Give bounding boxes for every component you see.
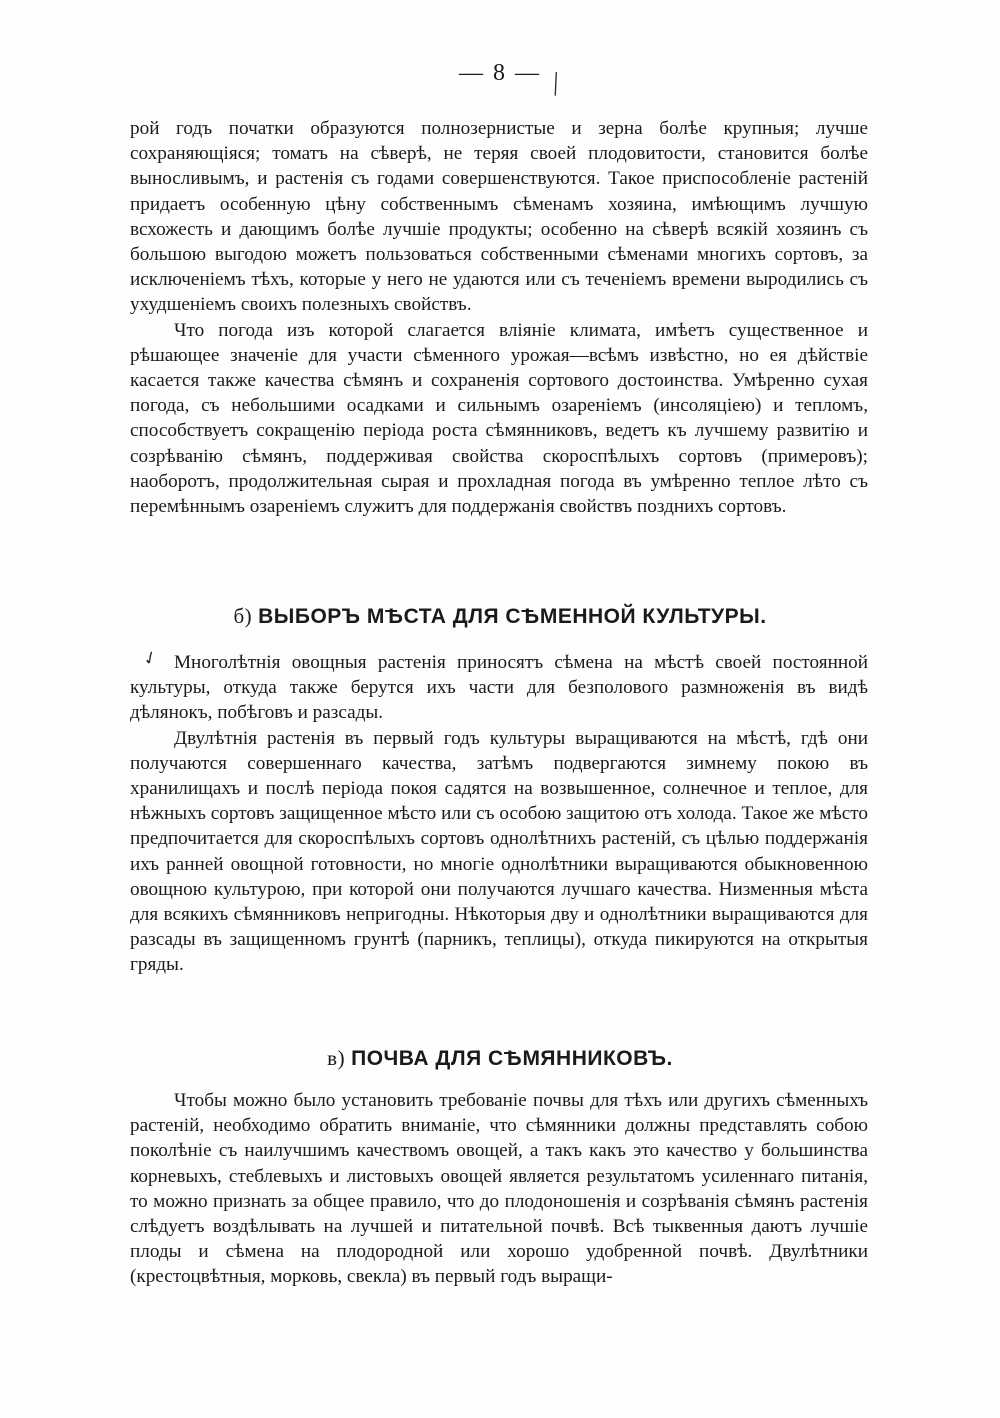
stray-pen-mark: ╲	[545, 72, 566, 96]
paragraph: рой годъ початки образуются полнозернистые и зерна болѣе крупныя; лучше сохраняющіяся; томатъ на сѣверѣ, не теряя своей плодовитости, становится болѣе выносливымъ, и растенія съ годами совершенствуются. Такое приспособленіе растеній придаетъ особенную цѣну собственнымъ сѣменамъ хозяина, имѣющимъ лучшую всхожесть и дающимъ болѣе лучшіе продукты; особенно на сѣверѣ всякій хозяинъ съ большою выгодою можетъ пользоваться собственными сѣменами многихъ сортовъ, за исключеніемъ тѣхъ, которые у него не удаются или съ теченіемъ времени выродились съ ухудшеніемъ своихъ полезныхъ свойствъ.	[130, 118, 868, 316]
section-v-heading	[0, 1046, 1000, 1071]
paragraph: Что погода изъ которой слагается вліяніе климата, имѣетъ существенное и рѣшающее значеніе для участи сѣменного урожая—всѣмъ извѣстно, но ея дѣйствіе касается также качества сѣмянъ и сохраненія сортового достоинства. Умѣренно сухая погода, съ небольшими осадками и сильнымъ озареніемъ (инсоляціею) и тепломъ, способствуетъ сокращенію періода роста сѣмянниковъ, ведетъ къ лучшему развитію и созрѣванію сѣмянъ, поддерживая свойства скороспѣлыхъ сортовъ (примеровъ); наоборотъ, продолжительная сырая и прохладная погода въ умѣренно теплое лѣто съ перемѣннымъ озареніемъ служитъ для поддержанія свойствъ позднихъ сортовъ.	[130, 319, 868, 518]
page-number: — 8 —	[459, 60, 541, 86]
section-b-title: ВЫБОРЪ МѢСТА ДЛЯ СѢМЕННОЙ КУЛЬТУРЫ.	[258, 605, 767, 628]
section-b-heading	[0, 604, 1000, 629]
section-v-prefix: в)	[327, 1046, 346, 1070]
section-b-prefix: б)	[233, 604, 253, 628]
section-b-text-block	[130, 650, 868, 978]
paragraph: Двулѣтнія растенія въ первый годъ культуры выращиваются на мѣстѣ, гдѣ они получаются совершеннаго качества, затѣмъ подвергаются зимнему покою въ хранилищахъ и послѣ періода покоя садятся на возвышенное, солнечное и теплое, для нѣжныхъ сортовъ защищенное мѣсто или съ особою защитою отъ холода. Такое же мѣсто предпочитается для скороспѣлыхъ сортовъ однолѣтнихъ растеній, съ цѣлью поддержанія ихъ ранней овощной готовности, но многіе однолѣтники выращиваются обыкновенною овощною культурою, при которой они получаются лучшаго качества. Низменныя мѣста для всякихъ сѣмянниковъ непригодны. Нѣкоторыя дву и однолѣтники выращиваются для разсады въ защищенномъ грунтѣ (парникъ, теплицы), откуда пикируются на открытыя гряды.	[130, 727, 868, 976]
paragraph: Многолѣтнія овощныя растенія приносятъ сѣмена на мѣстѣ своей постоянной культуры, откуда также берутся ихъ части для безполового размноженія въ видѣ дѣлянокъ, побѣговъ и разсады.	[130, 652, 868, 724]
paragraph: Чтобы можно было установить требованіе почвы для тѣхъ или другихъ сѣменныхъ растеній, необходимо обратить вниманіе, что сѣмянники должны представлять собою поколѣніе съ наилучшимъ качествомъ овощей, а такъ какъ это качество у большинства корневыхъ, стеблевыхъ и листовыхъ овощей является результатомъ усиленнаго питанія, то можно признать за общее правило, что до плодоношенія и созрѣванія сѣмянъ растенія слѣдуетъ воздѣлывать на лучшей и питательной почвѣ. Всѣ тыквенныя даютъ лучшіе плоды и сѣмена на плодородной или хорошо удобренной почвѣ. Двулѣтники (крестоцвѣтныя, морковь, свекла) въ первый годъ выращи-	[130, 1090, 868, 1288]
section-v-title: ПОЧВА ДЛЯ СѢМЯННИКОВЪ.	[351, 1047, 673, 1070]
section-v-text-block	[130, 1088, 868, 1290]
margin-check-mark: ✓	[139, 645, 162, 671]
intro-text-block	[130, 116, 868, 519]
